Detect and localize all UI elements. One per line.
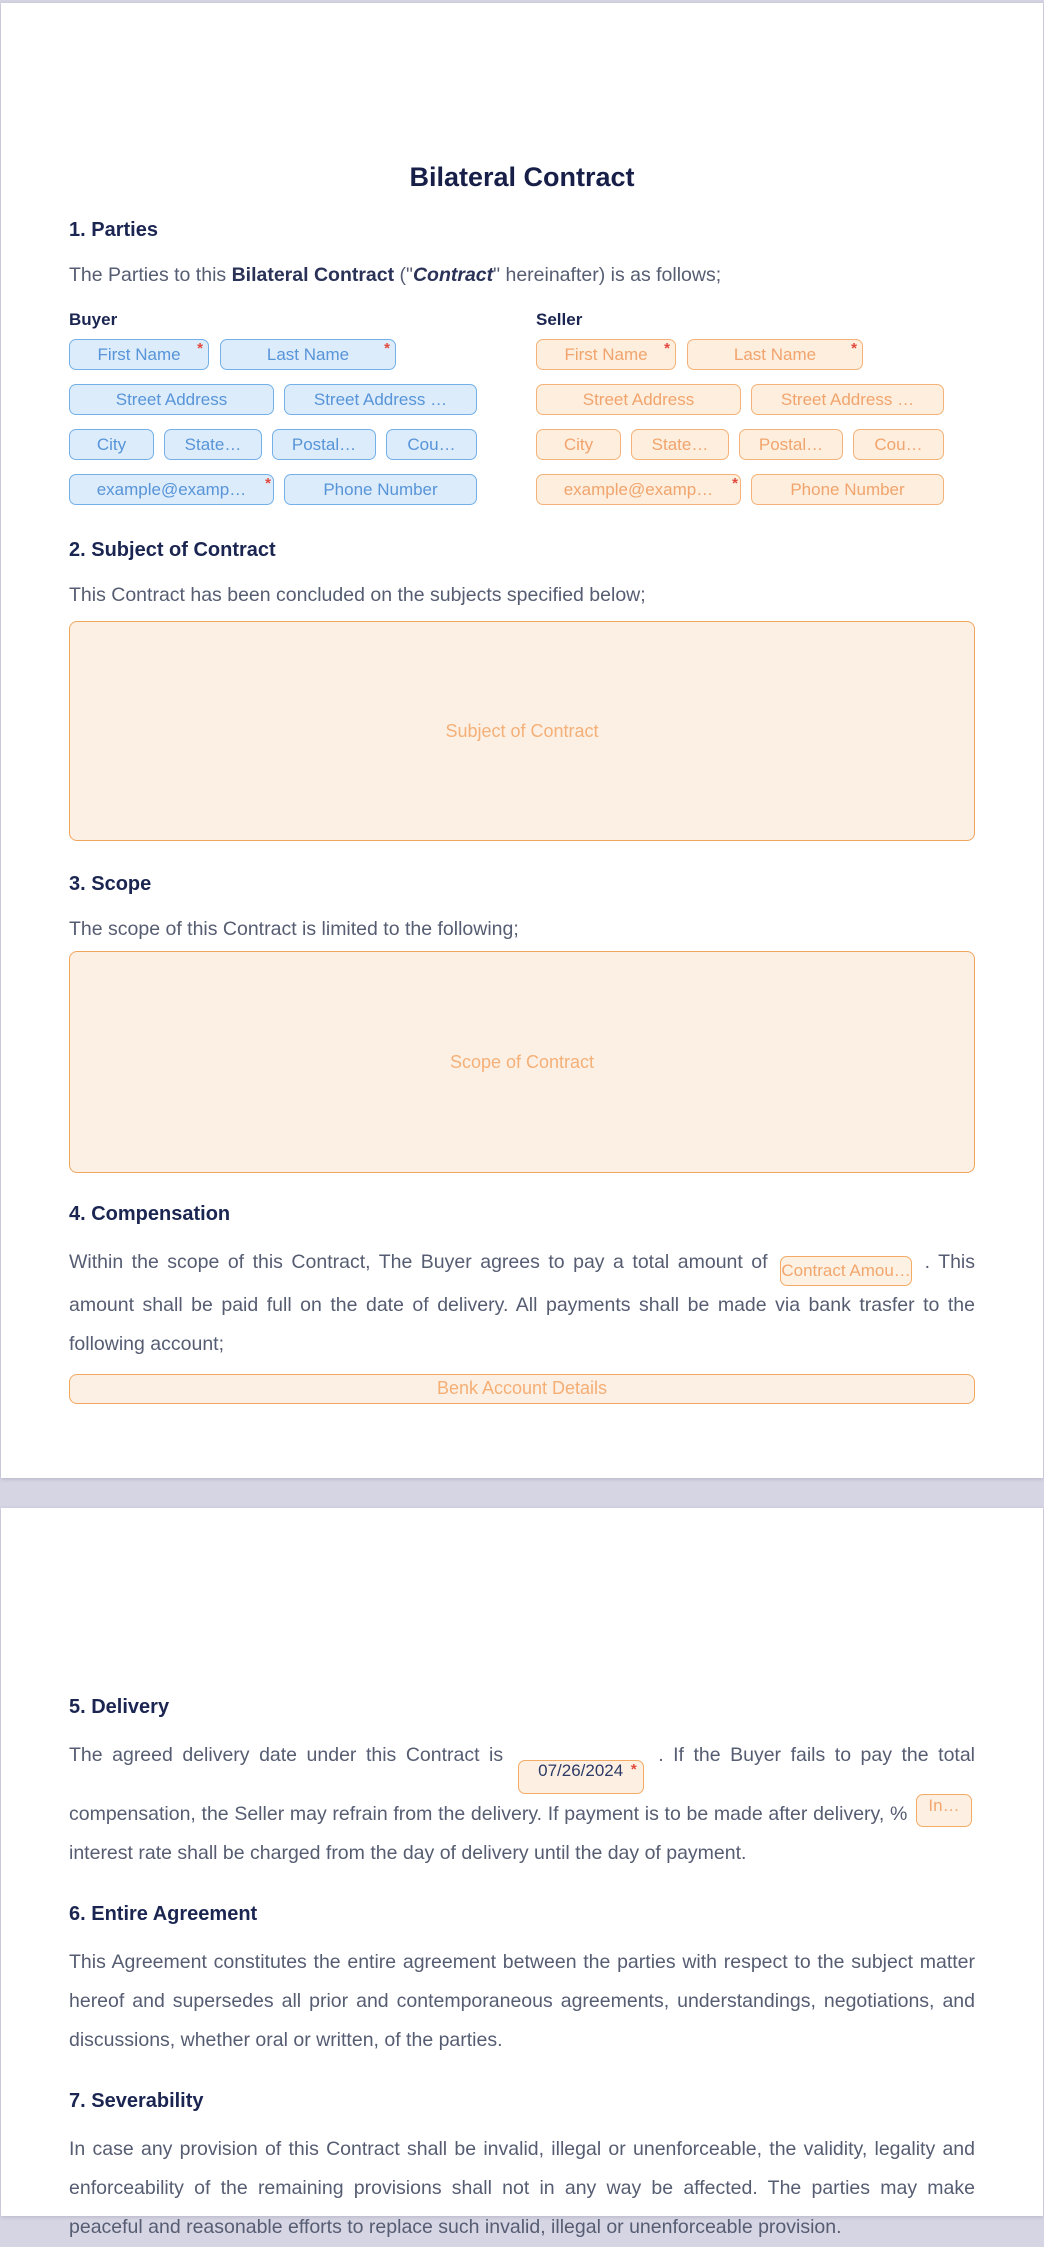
seller-first-name-placeholder: First Name — [564, 344, 648, 364]
seller-name-row — [536, 339, 944, 370]
buyer-street2-placeholder: Street Address … — [313, 389, 448, 409]
buyer-street-row — [69, 384, 477, 415]
seller-state-input[interactable] — [631, 429, 729, 460]
required-asterisk: * — [664, 340, 670, 357]
delivery-text-pre: The agreed delivery date under this Contract is — [69, 1744, 504, 1766]
seller-city-placeholder: City — [563, 434, 594, 454]
seller-phone-input[interactable] — [751, 474, 944, 505]
required-asterisk: * — [384, 340, 390, 357]
delivery-date-input[interactable] — [518, 1760, 644, 1794]
buyer-last-name-input[interactable] — [220, 339, 396, 370]
buyer-state-placeholder: State… — [184, 434, 242, 454]
delivery-text-post: interest rate shall be charged from the day of delivery until the day of payment. — [69, 1842, 747, 1864]
compensation-text-pre: Within the scope of this Contract, The Buyer agrees to pay a total amount of — [69, 1251, 768, 1273]
parties-intro-paragraph — [69, 261, 975, 289]
seller-state-placeholder: State… — [651, 434, 709, 454]
seller-phone-placeholder: Phone Number — [790, 479, 905, 499]
buyer-first-name-input[interactable] — [69, 339, 209, 370]
seller-first-name-input[interactable] — [536, 339, 676, 370]
seller-city-row — [536, 429, 944, 460]
seller-contact-row — [536, 474, 944, 505]
parties-columns — [69, 309, 975, 505]
bank-account-placeholder: Benk Account Details — [436, 1378, 608, 1398]
buyer-country-input[interactable] — [386, 429, 477, 460]
scope-of-contract-textarea[interactable] — [69, 951, 975, 1173]
required-asterisk: * — [265, 475, 271, 492]
buyer-street-placeholder: Street Address — [115, 389, 228, 409]
compensation-text-post: . This amount shall be paid full on the date of delivery. All payments shall be made via bank trasfer to the following account; — [69, 1251, 976, 1355]
scope-intro-text: The scope of this Contract is limited to the following; — [69, 918, 519, 940]
required-asterisk: * — [197, 340, 203, 357]
seller-last-name-placeholder: Last Name — [733, 344, 817, 364]
bank-account-details-input[interactable] — [69, 1374, 975, 1404]
contract-amount-input[interactable] — [780, 1256, 912, 1286]
seller-country-placeholder: Cou… — [874, 434, 923, 454]
seller-street2-placeholder: Street Address … — [780, 389, 915, 409]
interest-rate-input[interactable] — [916, 1794, 972, 1827]
section-7-heading: 7. Severability — [69, 2090, 204, 2112]
required-asterisk: * — [732, 475, 738, 492]
section-4-heading: 4. Compensation — [69, 1203, 231, 1225]
seller-street-address-input[interactable] — [536, 384, 741, 415]
seller-label: Seller — [536, 310, 583, 329]
section-5-heading: 5. Delivery — [69, 1696, 170, 1718]
seller-street-address-2-input[interactable] — [751, 384, 944, 415]
buyer-city-placeholder: City — [96, 434, 127, 454]
subject-of-contract-textarea[interactable] — [69, 621, 975, 841]
buyer-phone-input[interactable] — [284, 474, 477, 505]
required-asterisk: * — [630, 1761, 637, 1778]
delivery-paragraph — [69, 1736, 975, 1873]
buyer-last-name-placeholder: Last Name — [266, 344, 350, 364]
section-6-heading: 6. Entire Agreement — [69, 1903, 258, 1925]
subject-textarea-placeholder: Subject of Contract — [445, 720, 599, 741]
buyer-city-row — [69, 429, 477, 460]
entire-agreement-paragraph: This Agreement constitutes the entire agreement between the parties with respect to the subject matter hereof and supersedes all prior and contemporaneous agreements, understandings, negotiations, and discussions, whether oral or written, of the parties. — [69, 1951, 975, 2051]
buyer-state-input[interactable] — [164, 429, 262, 460]
buyer-first-name-placeholder: First Name — [97, 344, 181, 364]
delivery-text-mid: . If the Buyer fails to pay the total compensation, the Seller may refrain from the delivery. If payment is to be made after delivery, % — [69, 1744, 976, 1825]
scope-textarea-placeholder: Scope of Contract — [449, 1051, 595, 1072]
buyer-email-input[interactable] — [69, 474, 274, 505]
delivery-date-value: 07/26/2024 — [538, 1761, 624, 1780]
seller-street-row — [536, 384, 944, 415]
buyer-name-row — [69, 339, 477, 370]
buyer-street-address-2-input[interactable] — [284, 384, 477, 415]
intro-text-pre: The Parties to this — [69, 264, 232, 286]
buyer-city-input[interactable] — [69, 429, 154, 460]
contract-amount-placeholder: Contract Amou… — [781, 1261, 911, 1280]
seller-column — [536, 309, 944, 505]
intro-text-term: Contract — [412, 264, 494, 286]
subject-intro-text: This Contract has been concluded on the subjects specified below; — [69, 584, 646, 606]
intro-text-bold: Bilateral Contract — [231, 264, 395, 286]
seller-last-name-input[interactable] — [687, 339, 863, 370]
compensation-paragraph — [69, 1243, 975, 1364]
seller-email-placeholder: example@examp… — [563, 479, 714, 499]
section-2-heading: 2. Subject of Contract — [69, 539, 276, 561]
buyer-phone-placeholder: Phone Number — [323, 479, 438, 499]
required-asterisk: * — [851, 340, 857, 357]
seller-postal-input[interactable] — [739, 429, 843, 460]
seller-postal-placeholder: Postal… — [758, 434, 824, 454]
page-break-band — [0, 1478, 1044, 1508]
interest-rate-placeholder: In… — [928, 1796, 960, 1815]
buyer-label: Buyer — [69, 310, 118, 329]
buyer-street-address-input[interactable] — [69, 384, 274, 415]
severability-paragraph: In case any provision of this Contract shall be invalid, illegal or unenforceable, the validity, legality and enforceability of the remaining provisions shall not in any way be affected. The parties may make peaceful and reasonable efforts to replace such invalid, illegal or unenforceable provision. — [69, 2138, 975, 2238]
buyer-postal-placeholder: Postal… — [291, 434, 357, 454]
buyer-postal-input[interactable] — [272, 429, 376, 460]
seller-email-input[interactable] — [536, 474, 741, 505]
buyer-contact-row — [69, 474, 477, 505]
section-3-heading: 3. Scope — [69, 873, 152, 895]
contract-page-2 — [1, 1508, 1043, 2238]
buyer-country-placeholder: Cou… — [407, 434, 456, 454]
section-1-heading: 1. Parties — [69, 219, 158, 241]
intro-text-post: " hereinafter) is as follows; — [493, 264, 722, 286]
intro-text-mid: (" — [394, 264, 413, 286]
seller-city-input[interactable] — [536, 429, 621, 460]
document-title: Bilateral Contract — [409, 162, 635, 192]
buyer-email-placeholder: example@examp… — [96, 479, 247, 499]
seller-street-placeholder: Street Address — [582, 389, 695, 409]
buyer-column — [69, 309, 477, 505]
seller-country-input[interactable] — [853, 429, 944, 460]
contract-page-1 — [1, 3, 1043, 1478]
